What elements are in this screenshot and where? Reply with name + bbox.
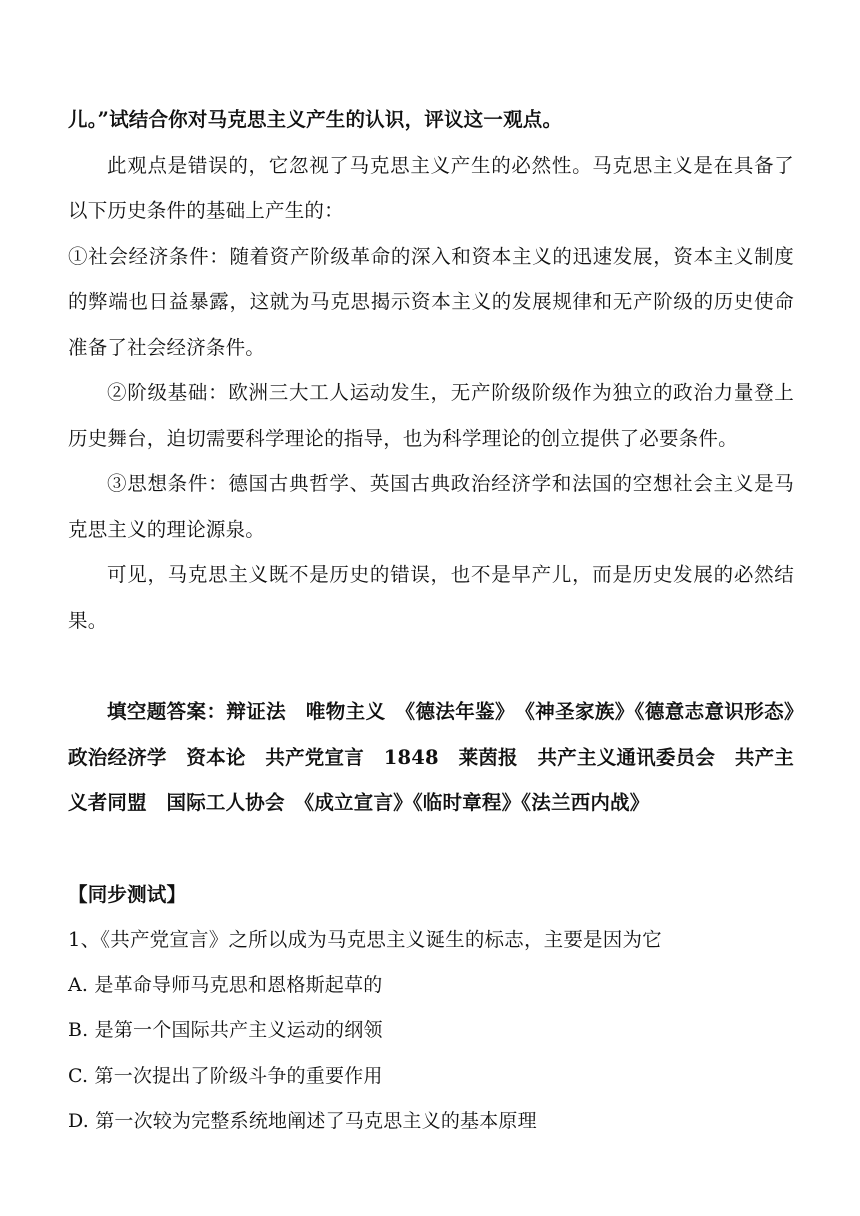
answer-conclusion: 可见，马克思主义既不是历史的错误，也不是早产儿，而是历史发展的必然结果。: [68, 563, 794, 632]
question-1-stem: 1、《共产党宣言》之所以成为马克思主义诞生的标志，主要是因为它: [68, 928, 662, 951]
answer-point-2: ②阶级基础：欧洲三大工人运动发生，无产阶级阶级作为独立的政治力量登上历史舞台，迫切需要科学理论的指导，也为科学理论的创立提供了必要条件。: [68, 381, 794, 450]
question-1-option-a: A. 是革命导师马克思和恩格斯起草的: [68, 973, 383, 996]
answer-point-1: ①社会经济条件：随着资产阶级革命的深入和资本主义的迅速发展，资本主义制度的弊端也日益暴露，这就为马克思揭示资本主义的发展规律和无产阶级的历史使命准备了社会经济条件。: [68, 244, 794, 359]
fill-blank-answers: 填空题答案：辩证法 唯物主义 《德法年鉴》 《神圣家族》《德意志意识形态》 政治经济学 资本论 共产党宣言 1848 莱茵报 共产主义通讯委员会 共产主义者同盟 国际工人协会 《成立宣言》《临时章程》《法兰西内战》: [68, 700, 814, 814]
question-1-option-d: D. 第一次较为完整系统地阐述了马克思主义的基本原理: [68, 1110, 537, 1132]
question-tail: 儿。”试结合你对马克思主义产生的认识，评议这一观点。: [68, 108, 563, 131]
answer-point-3: ③思想条件：德国古典哲学、英国古典政治经济学和法国的空想社会主义是马克思主义的理论源泉。: [68, 472, 794, 541]
spacer: [68, 826, 794, 872]
document-page: [68, 97, 814, 1145]
question-1-option-b: B. 是第一个国际共产主义运动的纲领: [68, 1019, 383, 1041]
section-heading-sync-test: 【同步测试】: [68, 882, 187, 906]
answer-intro: 此观点是错误的，它忽视了马克思主义产生的必然性。马克思主义是在具备了以下历史条件的基础上产生的：: [68, 153, 794, 222]
question-1-option-c: C. 第一次提出了阶级斗争的重要作用: [68, 1064, 383, 1087]
spacer: [68, 643, 794, 689]
